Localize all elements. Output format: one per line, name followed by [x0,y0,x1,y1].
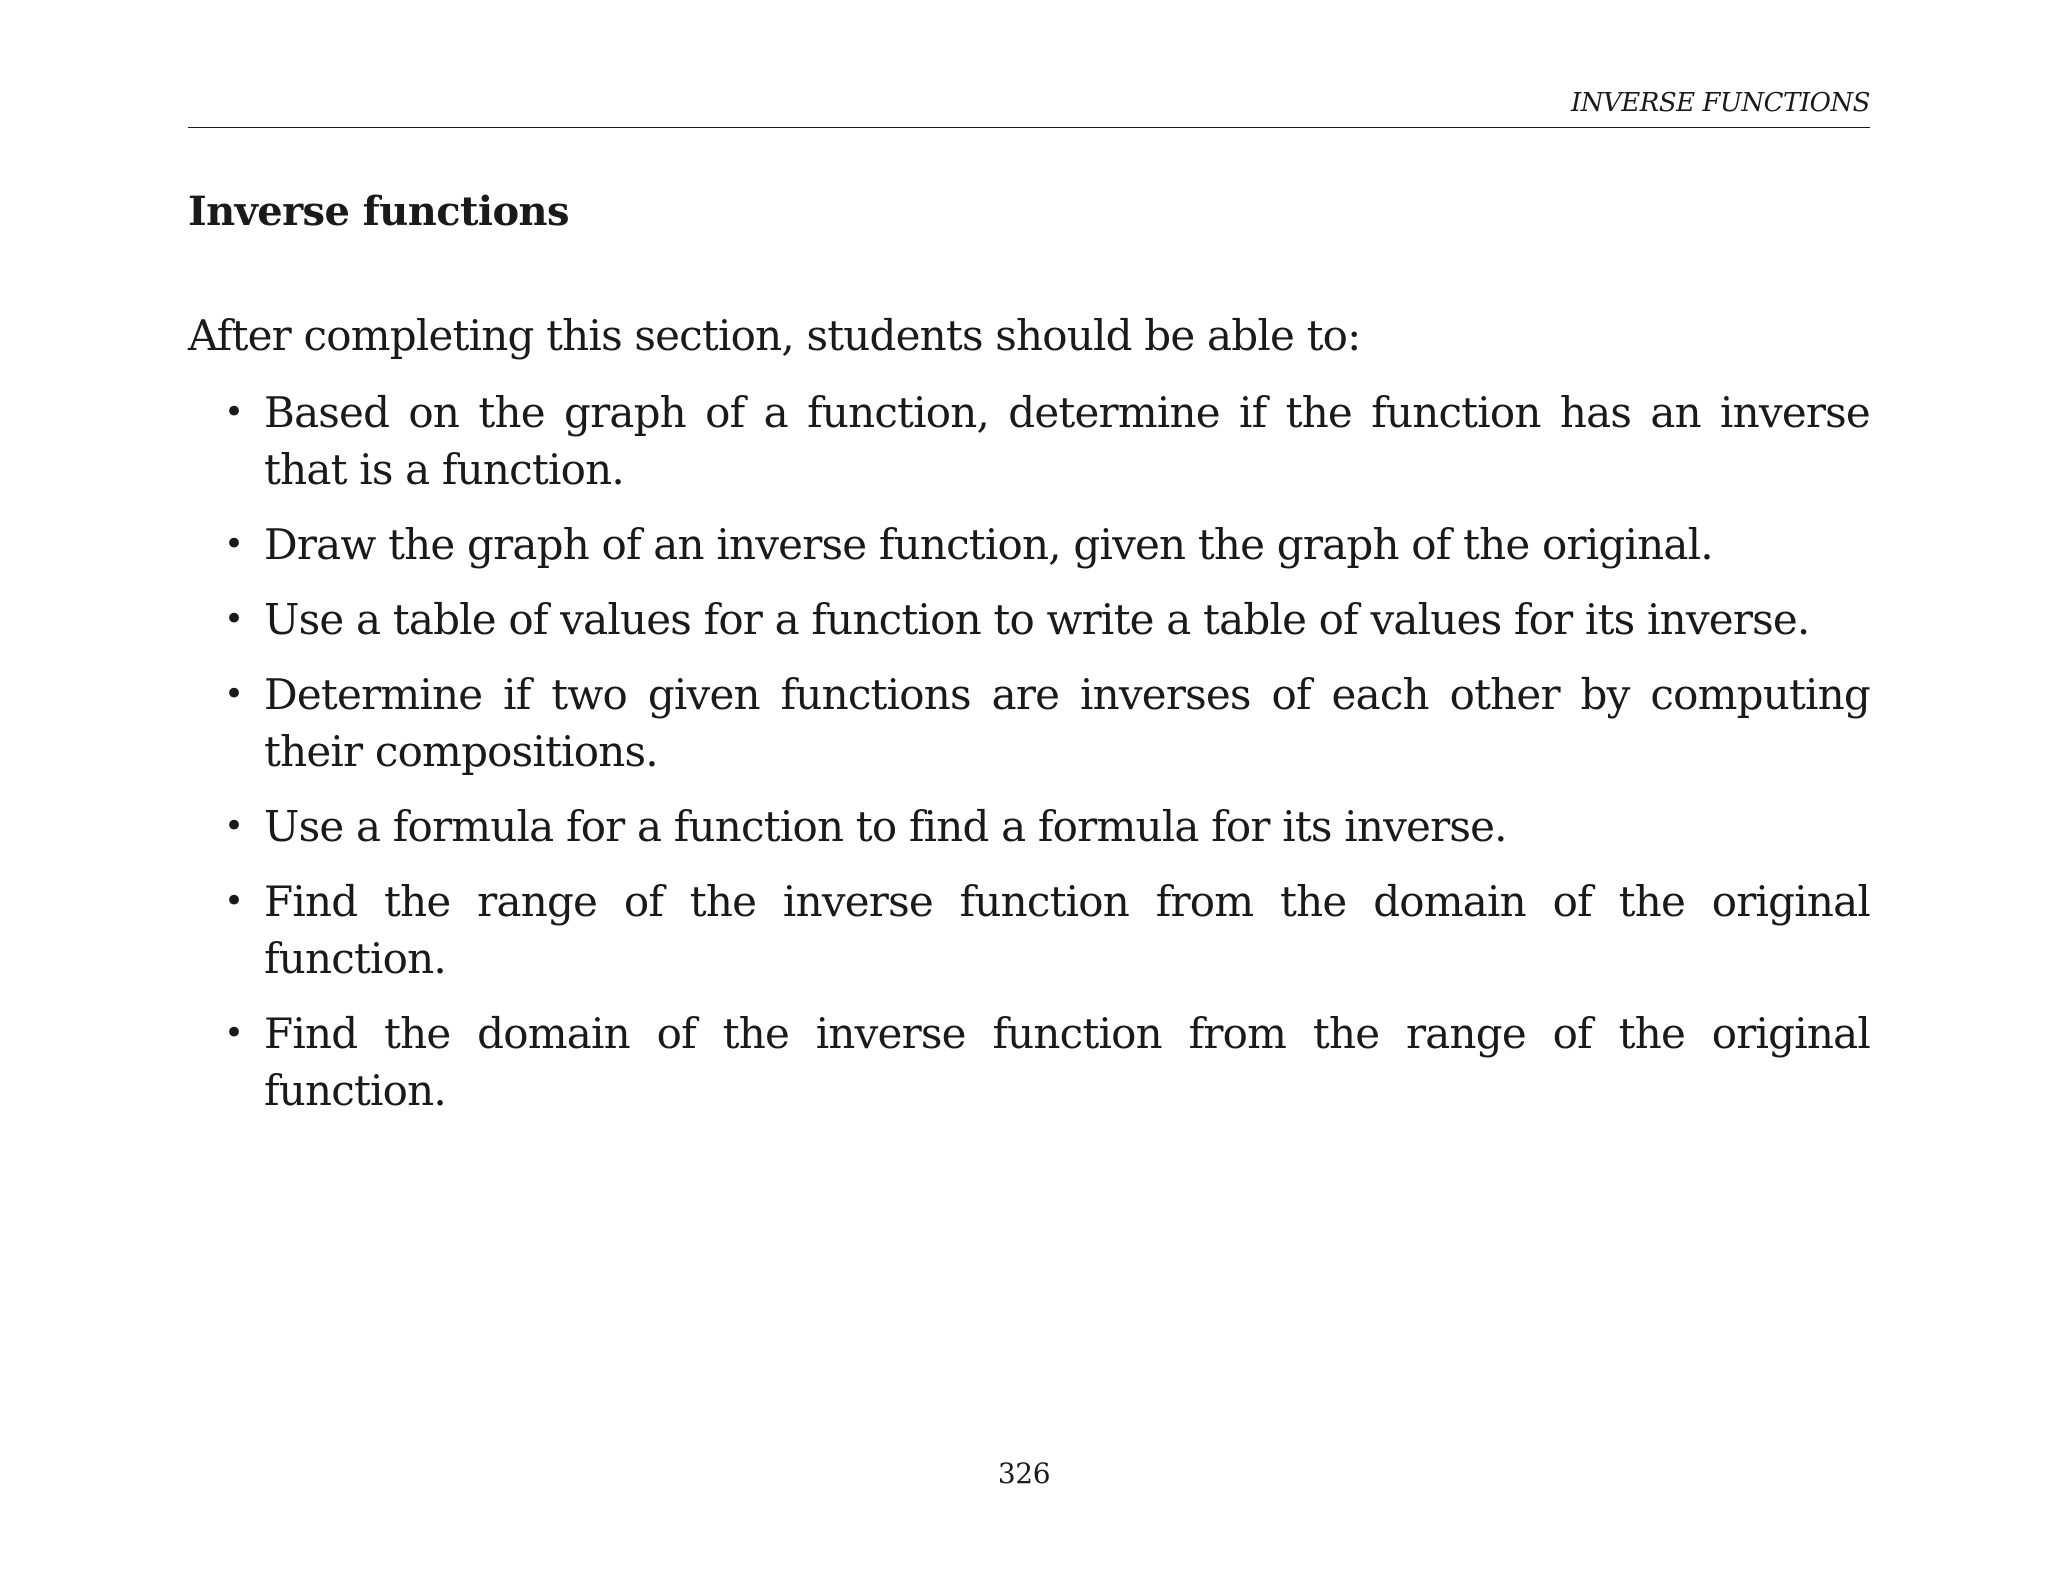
objective-item [224,516,1870,573]
bullet-icon: • [224,881,244,921]
bullet-icon: • [224,524,244,564]
objective-text: Use a formula for a function to find a formula for its inverse. [264,802,1507,851]
objective-item [224,1005,1870,1119]
objective-item [224,798,1870,855]
bullet-icon: • [224,599,244,639]
bullet-icon: • [224,806,244,846]
objective-item [224,384,1870,498]
header-rule [188,127,1870,128]
objective-text: Find the domain of the inverse function from the range of the original function. [264,1009,1870,1115]
bullet-icon: • [224,674,244,714]
objective-item [224,873,1870,987]
objective-item [224,591,1870,648]
objective-text: Determine if two given functions are inverses of each other by computing their compositions. [264,670,1870,776]
objectives-list [224,384,1870,1137]
objective-item [224,666,1870,780]
objective-text: Use a table of values for a function to write a table of values for its inverse. [264,595,1810,644]
page-number: 326 [997,1457,1051,1490]
intro-text: After completing this section, students should be able to: [188,311,1361,360]
objective-text: Based on the graph of a function, determine if the function has an inverse that is a function. [264,388,1870,494]
running-header: INVERSE FUNCTIONS [1571,88,1870,118]
bullet-icon: • [224,392,244,432]
section-title: Inverse functions [188,188,569,235]
objective-text: Draw the graph of an inverse function, given the graph of the original. [264,520,1713,569]
objective-text: Find the range of the inverse function from the domain of the original function. [264,877,1870,983]
bullet-icon: • [224,1013,244,1053]
